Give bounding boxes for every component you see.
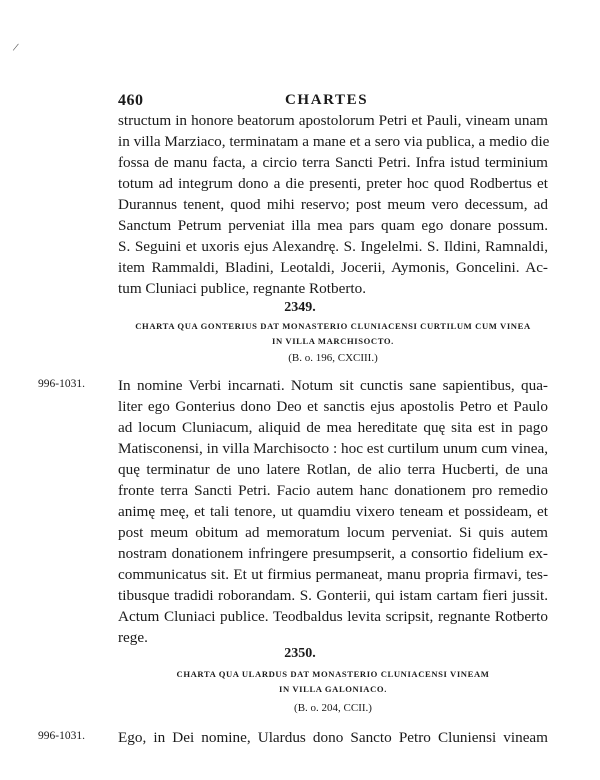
charter-reference: (B. o. 204, CCII.): [294, 702, 372, 714]
text-line: Sanctum Petrum perveniat illa mea pars quam ego donare possum.: [118, 217, 548, 234]
text-line: quę terminatur de uno latere Rotlan, de alio terra Hucberti, de una: [118, 461, 548, 478]
text-line: ad locum Cluniacum, aliquid de mea hereditate quę sita est in pago: [118, 419, 548, 436]
charter-rubric: IN VILLA GALONIACO.: [279, 684, 387, 694]
text-line: totum ad integrum dono a die presenti, preter hoc quod Rodbertus et: [118, 175, 548, 192]
text-line: post meum obitum ad memoratum locum perveniat. Si quis autem: [118, 524, 548, 541]
charter-number: 2349.: [284, 300, 316, 315]
text-line: structum in honore beatorum apostolorum Petri et Pauli, vineam unam: [118, 112, 548, 129]
text-line: Actum Cluniaci publice. Teodbaldus levita scripsit, regnante Rotberto: [118, 608, 548, 625]
text-line: fossa de manu facta, a circio terra Sancti Petri. Infra istud terminium: [118, 154, 548, 171]
text-line: nostram donationem infringere presumpserit, a consortio fidelium ex-: [118, 545, 548, 562]
charter-date: 996-1031.: [38, 378, 85, 390]
text-line: communicatus sit. Et ut firmius permaneat, manu propria firmavi, tes-: [118, 566, 548, 583]
charter-rubric: CHARTA QUA ULARDUS DAT MONASTERIO CLUNIACENSI VINEAM: [176, 669, 490, 679]
text-line: S. Seguini et uxoris ejus Alexandrę. S. Ingelelmi. S. Ildini, Ramnaldi,: [118, 238, 548, 255]
charter-rubric: IN VILLA MARCHISOCTO.: [272, 336, 394, 346]
charter-number: 2350.: [284, 646, 316, 661]
charter-date: 996-1031.: [38, 730, 85, 742]
text-line: Ego, in Dei nomine, Ulardus dono Sancto Petro Cluniensi vineam: [118, 729, 548, 746]
charter-rubric: CHARTA QUA GONTERIUS DAT MONASTERIO CLUNIACENSI CURTILUM CUM VINEA: [135, 321, 531, 331]
text-line: In nomine Verbi incarnati. Notum sit cunctis sane sapientibus, qua-: [118, 377, 548, 394]
charter-reference: (B. o. 196, CXCIII.): [288, 352, 378, 364]
text-line: Matisconensi, in villa Marchisocto : hoc est curtilum unum cum vinea,: [118, 440, 548, 457]
text-line: rege.: [118, 629, 148, 646]
text-line: in villa Marziaco, terminatam a mane et a sero via publica, a medio die: [118, 133, 550, 150]
text-line: tum Cluniaci publice, regnante Rotberto.: [118, 280, 366, 297]
text-line: Durannus tenent, quod mihi reservo; post meum vero decessum, ad: [118, 196, 548, 213]
margin-mark: /: [11, 39, 20, 55]
page-number: 460: [118, 92, 144, 109]
text-line: liter ego Gonterius dono Deo et sanctis ejus apostolis Petro et Paulo: [118, 398, 548, 415]
text-line: tibusque tradidi roborandam. S. Gonterii, qui istam cartam fieri jussit.: [118, 587, 548, 604]
text-line: animę meę, et tali tenore, ut quamdiu vixero teneam et possideam, et: [118, 503, 548, 520]
running-title: CHARTES: [285, 92, 369, 108]
text-line: fronte terra Sancti Petri. Facio autem hanc donationem pro remedio: [118, 482, 548, 499]
text-line: item Rammaldi, Bladini, Leotaldi, Jocerii, Aymonis, Goncelini. Ac-: [118, 259, 548, 276]
